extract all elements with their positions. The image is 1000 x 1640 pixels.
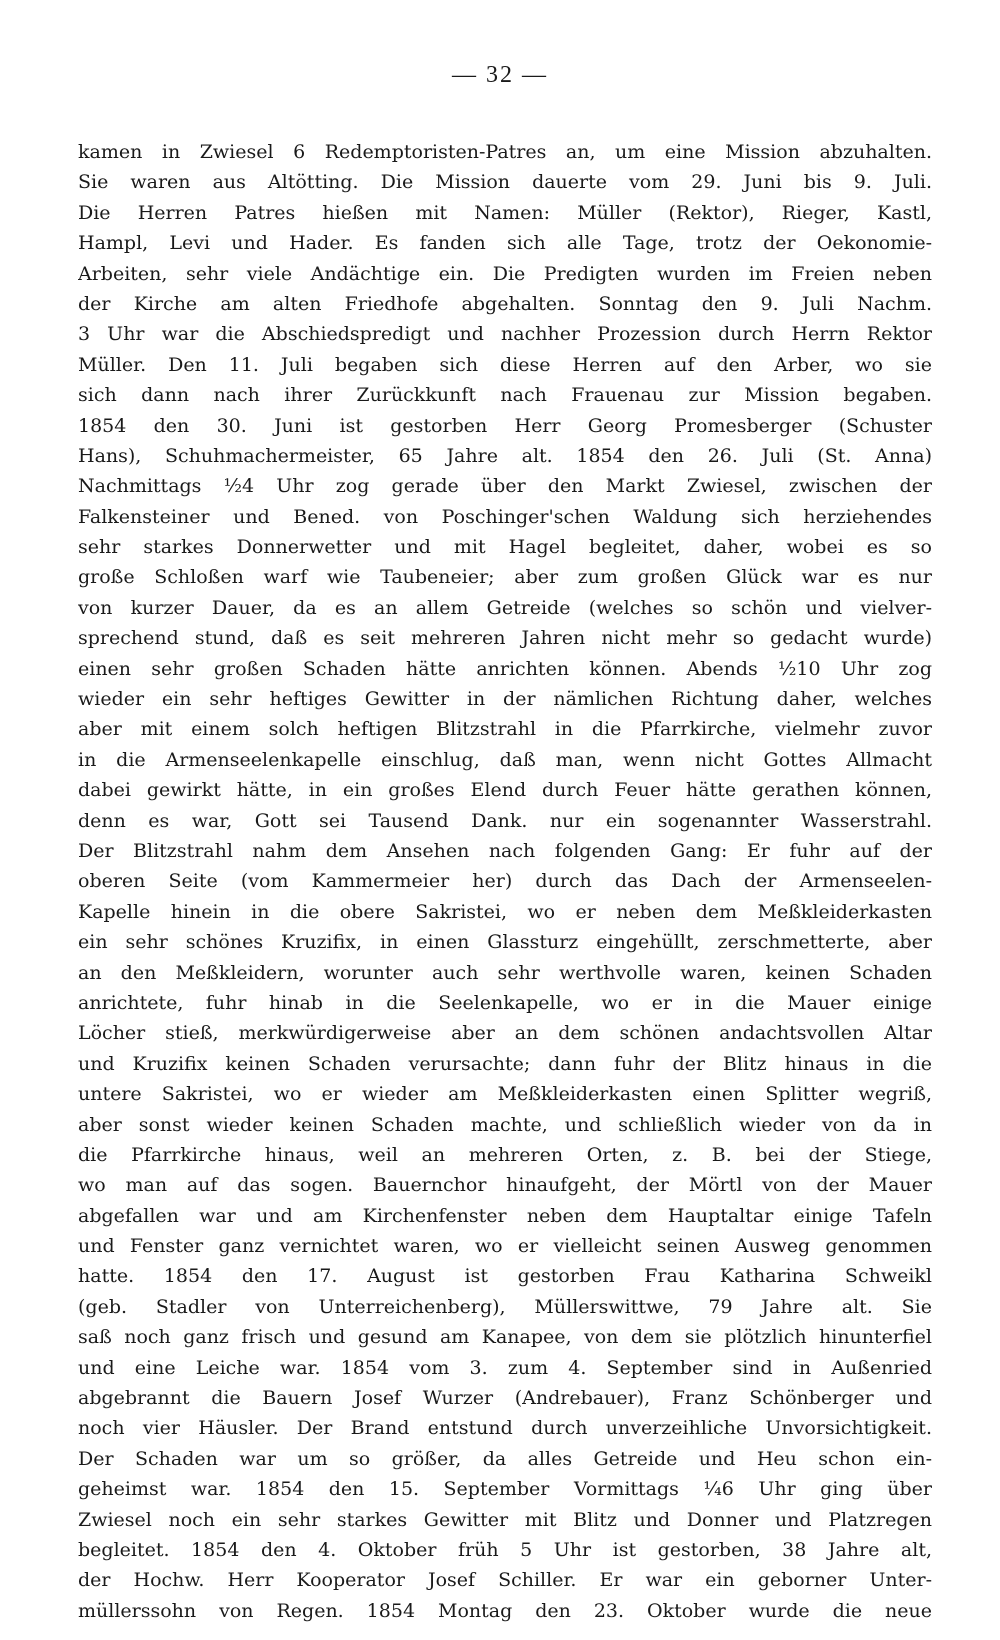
text-line: Der Schaden war um so größer, da alles Getreide und Heu schon ein- bbox=[78, 1447, 932, 1470]
text-line: dabei gewirkt hätte, in ein großes Elend durch Feuer hätte gerathen können, bbox=[78, 779, 932, 802]
text-line: und Fenster ganz vernichtet waren, wo er vielleicht seinen Ausweg genommen bbox=[78, 1235, 932, 1258]
text-line: Falkensteiner und Bened. von Poschinger'schen Waldung sich herziehendes bbox=[78, 505, 932, 528]
text-line: Zwiesel noch ein sehr starkes Gewitter mit Blitz und Donner und Platzregen bbox=[78, 1508, 932, 1531]
page-number: — 32 — bbox=[452, 62, 548, 88]
text-line: Arbeiten, sehr viele Andächtige ein. Die Predigten wurden im Freien neben bbox=[78, 262, 932, 285]
text-line: wieder ein sehr heftiges Gewitter in der nämlichen Richtung daher, welches bbox=[78, 688, 932, 711]
text-line: sich dann nach ihrer Zurückkunft nach Frauenau zur Mission begaben. bbox=[78, 384, 932, 407]
text-line: Sie waren aus Altötting. Die Mission dauerte vom 29. Juni bis 9. Juli. bbox=[78, 171, 932, 194]
body-text bbox=[78, 137, 932, 1626]
text-line: saß noch ganz frisch und gesund am Kanapee, von dem sie plötzlich hinunterfiel bbox=[78, 1326, 932, 1349]
text-line: 1854 den 30. Juni ist gestorben Herr Georg Promesberger (Schuster bbox=[78, 414, 932, 437]
text-line: geheimst war. 1854 den 15. September Vormittags ¼6 Uhr ging über bbox=[78, 1478, 932, 1501]
text-line: Müller. Den 11. Juli begaben sich diese Herren auf den Arber, wo sie bbox=[78, 353, 932, 376]
text-line: ein sehr schönes Kruzifix, in einen Glassturz eingehüllt, zerschmetterte, aber bbox=[78, 931, 932, 954]
text-line: sprechend stund, daß es seit mehreren Jahren nicht mehr so gedacht wurde) bbox=[78, 627, 932, 650]
text-line: begleitet. 1854 den 4. Oktober früh 5 Uhr ist gestorben, 38 Jahre alt, bbox=[78, 1538, 932, 1561]
text-line: abgebrannt die Bauern Josef Wurzer (Andrebauer), Franz Schönberger und bbox=[78, 1387, 932, 1410]
text-line: einen sehr großen Schaden hätte anrichten können. Abends ½10 Uhr zog bbox=[78, 657, 932, 680]
text-line: (geb. Stadler von Unterreichenberg), Müllerswittwe, 79 Jahre alt. Sie bbox=[78, 1295, 932, 1318]
text-line: denn es war, Gott sei Tausend Dank. nur ein sogenannter Wasserstrahl. bbox=[78, 809, 932, 832]
text-line: der Kirche am alten Friedhofe abgehalten. Sonntag den 9. Juli Nachm. bbox=[78, 292, 932, 315]
text-line: kamen in Zwiesel 6 Redemptoristen-Patres an, um eine Mission abzuhalten. bbox=[78, 141, 932, 163]
text-line: oberen Seite (vom Kammermeier her) durch das Dach der Armenseelen- bbox=[78, 870, 932, 893]
text-line: untere Sakristei, wo er wieder am Meßkleiderkasten einen Splitter wegriß, bbox=[78, 1083, 932, 1106]
text-line: Der Blitzstrahl nahm dem Ansehen nach folgenden Gang: Er fuhr auf der bbox=[78, 839, 932, 862]
text-line: und Kruzifix keinen Schaden verursachte; dann fuhr der Blitz hinaus in die bbox=[78, 1052, 932, 1075]
text-line: Hampl, Levi und Hader. Es fanden sich alle Tage, trotz der Oekonomie- bbox=[78, 232, 932, 255]
text-line: anrichtete, fuhr hinab in die Seelenkapelle, wo er in die Mauer einige bbox=[78, 991, 932, 1014]
text-line: aber sonst wieder keinen Schaden machte, und schließlich wieder von da in bbox=[78, 1113, 932, 1136]
text-line: und eine Leiche war. 1854 vom 3. zum 4. September sind in Außenried bbox=[78, 1356, 932, 1379]
text-line: Nachmittags ½4 Uhr zog gerade über den Markt Zwiesel, zwischen der bbox=[78, 475, 932, 498]
text-line: an den Meßkleidern, worunter auch sehr werthvolle waren, keinen Schaden bbox=[78, 961, 932, 984]
text-line: aber mit einem solch heftigen Blitzstrahl in die Pfarrkirche, vielmehr zuvor bbox=[78, 718, 932, 741]
text-line: hatte. 1854 den 17. August ist gestorben Frau Katharina Schweikl bbox=[78, 1265, 932, 1288]
text-line: Hans), Schuhmachermeister, 65 Jahre alt. 1854 den 26. Juli (St. Anna) bbox=[78, 444, 932, 467]
text-line: sehr starkes Donnerwetter und mit Hagel begleitet, daher, wobei es so bbox=[78, 536, 932, 559]
text-line: Kapelle hinein in die obere Sakristei, wo er neben dem Meßkleiderkasten bbox=[78, 900, 932, 923]
text-line: große Schloßen warf wie Taubeneier; aber zum großen Glück war es nur bbox=[78, 566, 932, 589]
text-line: Löcher stieß, merkwürdigerweise aber an dem schönen andachtsvollen Altar bbox=[78, 1022, 932, 1045]
text-line: noch vier Häusler. Der Brand entstund durch unverzeihliche Unvorsichtigkeit. bbox=[78, 1417, 932, 1440]
text-line: in die Armenseelenkapelle einschlug, daß man, wenn nicht Gottes Allmacht bbox=[78, 748, 932, 771]
text-line: 3 Uhr war die Abschiedspredigt und nachher Prozession durch Herrn Rektor bbox=[78, 323, 932, 346]
text-line: Die Herren Patres hießen mit Namen: Müller (Rektor), Rieger, Kastl, bbox=[78, 201, 932, 224]
text-line: die Pfarrkirche hinaus, weil an mehreren Orten, z. B. bei der Stiege, bbox=[78, 1143, 932, 1166]
text-line: abgefallen war und am Kirchenfenster neben dem Hauptaltar einige Tafeln bbox=[78, 1204, 932, 1227]
text-line: müllerssohn von Regen. 1854 Montag den 23. Oktober wurde die neue bbox=[78, 1599, 932, 1622]
text-line: wo man auf das sogen. Bauernchor hinaufgeht, der Mörtl von der Mauer bbox=[78, 1174, 932, 1197]
text-line: der Hochw. Herr Kooperator Josef Schiller. Er war ein geborner Unter- bbox=[78, 1569, 932, 1592]
text-line: von kurzer Dauer, da es an allem Getreide (welches so schön und vielver- bbox=[78, 596, 932, 619]
